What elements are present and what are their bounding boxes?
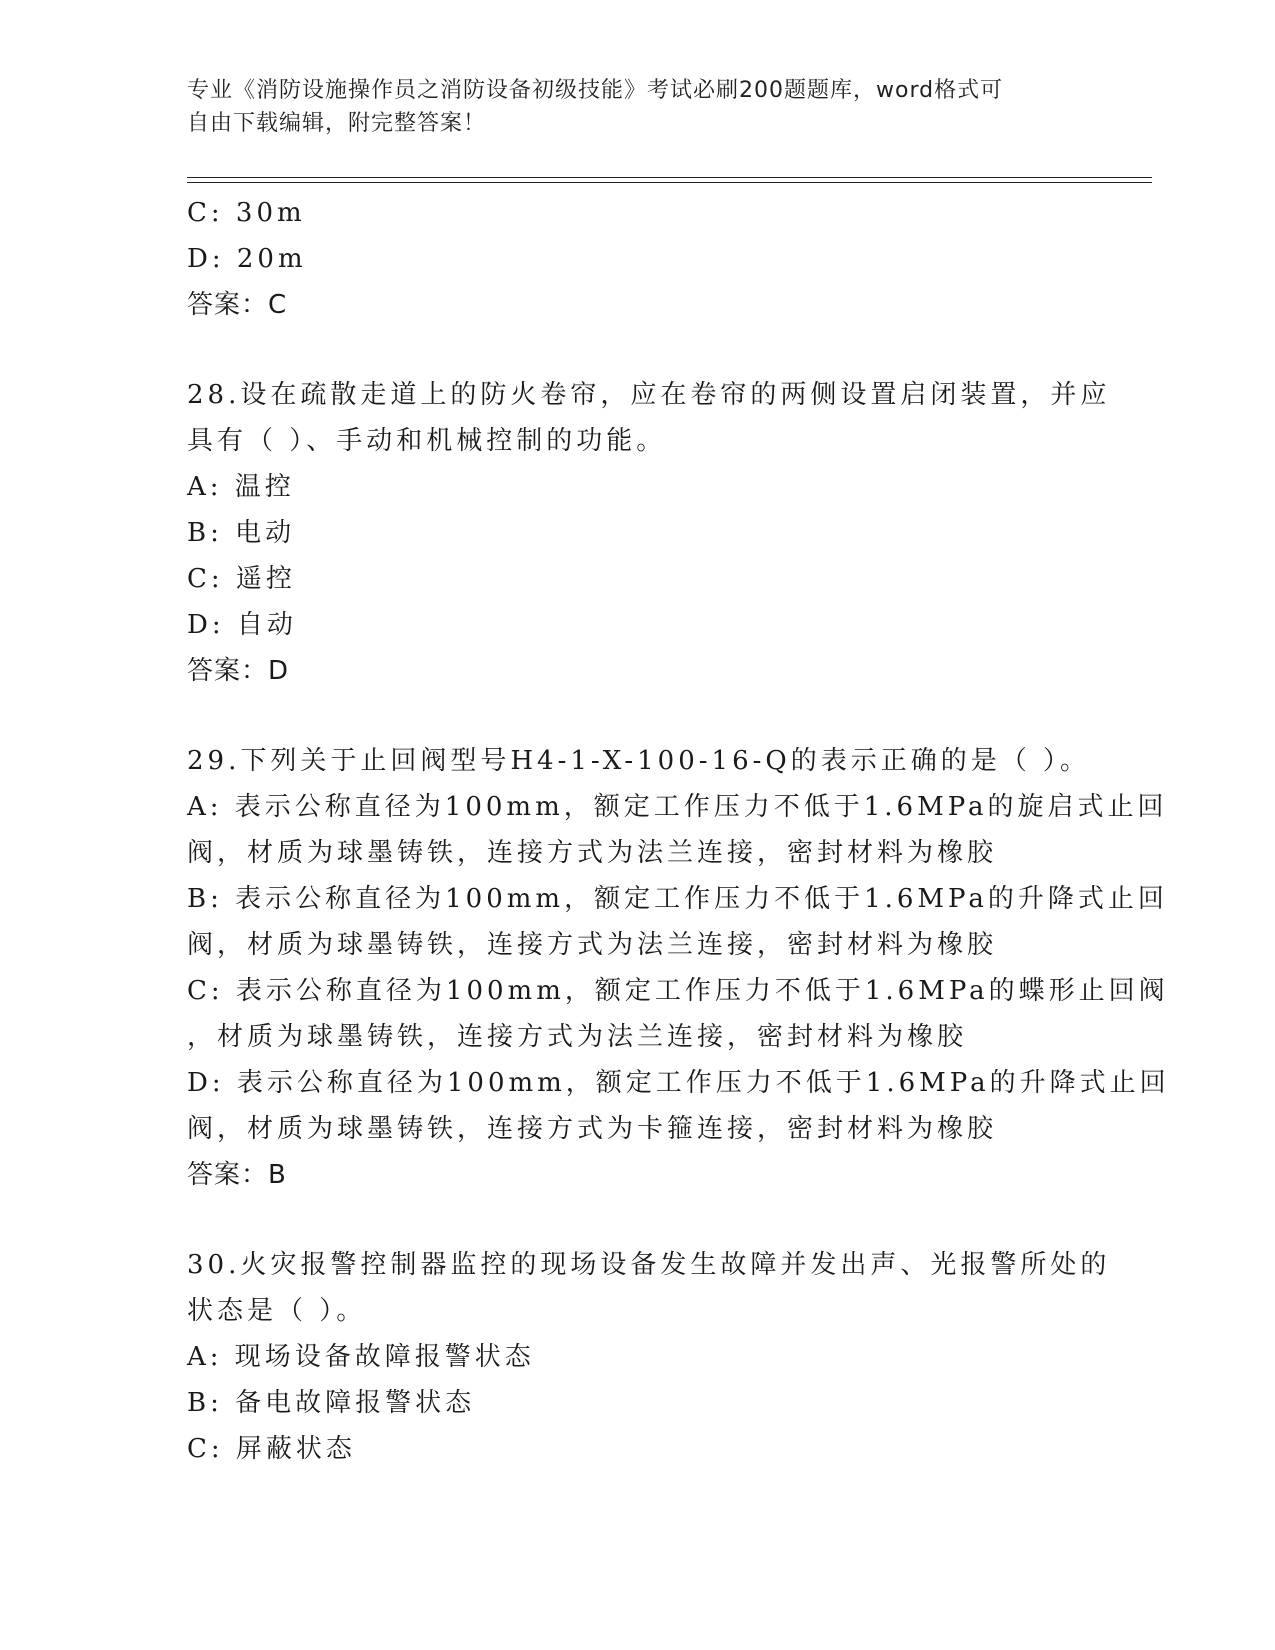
option-c: C: 30m — [187, 198, 306, 228]
option-c: C: 屏蔽状态 — [187, 1434, 356, 1464]
option-b: B: 备电故障报警状态 — [187, 1388, 476, 1418]
option-a-continued: 阀，材质为球墨铸铁，连接方式为法兰连接，密封材料为橡胶 — [187, 838, 998, 868]
answer: 答案：B — [187, 1160, 287, 1190]
question-stem-line: 28.设在疏散走道上的防火卷帘，应在卷帘的两侧设置启闭装置，并应 — [187, 380, 1111, 410]
question-27 — [187, 190, 1087, 328]
question-stem-line: 状态是（ ）。 — [187, 1296, 367, 1326]
option-d: D: 20m — [187, 244, 307, 274]
option-d: D: 自动 — [187, 610, 297, 640]
option-a: A: 表示公称直径为100mm，额定工作压力不低于1.6MPa的旋启式止回 — [187, 792, 1168, 822]
question-stem-line: 29.下列关于止回阀型号H4-1-X-100-16-Q的表示正确的是（ ）。 — [187, 746, 1090, 776]
question-29 — [187, 738, 1170, 1198]
document-body — [187, 190, 1170, 1472]
option-b-continued: 阀，材质为球墨铸铁，连接方式为法兰连接，密封材料为橡胶 — [187, 930, 998, 960]
option-d-continued: 阀，材质为球墨铸铁，连接方式为卡箍连接，密封材料为橡胶 — [187, 1114, 998, 1144]
option-b: B: 表示公称直径为100mm，额定工作压力不低于1.6MPa的升降式止回 — [187, 884, 1168, 914]
answer: 答案：D — [187, 656, 290, 686]
question-30 — [187, 1242, 1111, 1472]
question-28 — [187, 372, 1111, 694]
question-stem-line: 30.火灾报警控制器监控的现场设备发生故障并发出声、光报警所处的 — [187, 1250, 1111, 1280]
option-c: C: 表示公称直径为100mm，额定工作压力不低于1.6MPa的蝶形止回阀 — [187, 976, 1169, 1006]
option-c-continued: ，材质为球墨铸铁，连接方式为法兰连接，密封材料为橡胶 — [187, 1022, 968, 1052]
option-c: C: 遥控 — [187, 564, 296, 594]
header-rule-bottom — [187, 182, 1152, 183]
header-line-1: 专业《消防设施操作员之消防设备初级技能》考试必刷200题题库，word格式可 — [187, 78, 1004, 103]
header-rule-top — [187, 177, 1152, 178]
header-line-2: 自由下载编辑，附完整答案！ — [187, 111, 487, 136]
option-d: D: 表示公称直径为100mm，额定工作压力不低于1.6MPa的升降式止回 — [187, 1068, 1170, 1098]
option-a: A: 现场设备故障报警状态 — [187, 1342, 535, 1372]
option-b: B: 电动 — [187, 518, 296, 548]
page-header — [187, 74, 1087, 140]
answer: 答案：C — [187, 290, 288, 320]
option-a: A: 温控 — [187, 472, 295, 502]
question-stem-line: 具有（ ）、手动和机械控制的功能。 — [187, 426, 667, 456]
